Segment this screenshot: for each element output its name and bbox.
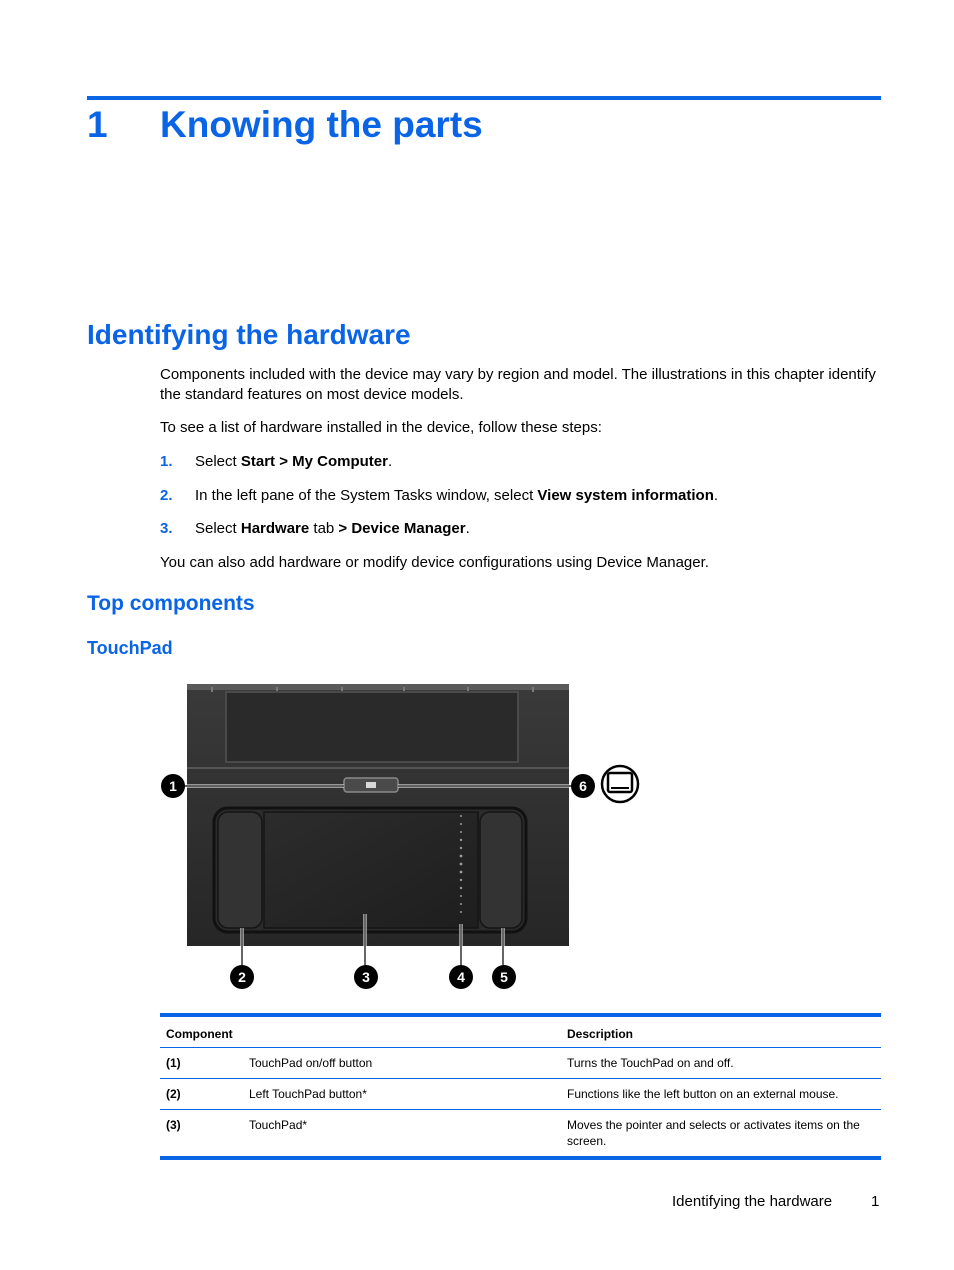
row-description: Functions like the left button on an external mouse.: [561, 1079, 881, 1110]
table-header-row: [160, 1015, 881, 1048]
step-number: 3.: [160, 520, 173, 537]
callout-1: [161, 774, 185, 798]
left-touchpad-button: [218, 812, 262, 928]
step-text: In the left pane of the System Tasks window, select View system information.: [195, 487, 719, 504]
step-text: Select Start > My Computer.: [195, 453, 393, 470]
svg-text:4: 4: [457, 969, 465, 985]
footer-section-label: Identifying the hardware: [672, 1193, 833, 1210]
header-component: Component: [160, 1015, 243, 1048]
section-title: Identifying the hardware: [87, 319, 411, 350]
chapter-rule: [87, 96, 881, 100]
chapter-number: 1: [87, 104, 108, 145]
subsection-title: Top components: [87, 592, 255, 615]
callout-5: [492, 965, 516, 989]
touchpad-surface: [264, 812, 478, 928]
lead-paragraph: To see a list of hardware installed in the device, follow these steps:: [160, 419, 602, 436]
step-number: 2.: [160, 487, 173, 504]
space-bar: [226, 692, 518, 762]
step-number: 1.: [160, 453, 173, 470]
table-row: [160, 1079, 881, 1110]
callout-3: [354, 965, 378, 989]
row-id: (2): [160, 1079, 243, 1110]
table-row: [160, 1048, 881, 1079]
row-description: Moves the pointer and selects or activates items on the screen.: [561, 1110, 881, 1159]
footer-page-number: 1: [871, 1193, 880, 1210]
touchpad-illustration: [150, 670, 650, 1000]
chapter-title: Knowing the parts: [160, 104, 483, 145]
callout-4: [449, 965, 473, 989]
row-component: Left TouchPad button*: [243, 1079, 561, 1110]
subsubsection-title: TouchPad: [87, 638, 173, 658]
row-description: Turns the TouchPad on and off.: [561, 1048, 881, 1079]
intro-paragraph: Components included with the device may vary by region and model. The illustrations in this chapter identify the standard features on most device models.: [160, 366, 876, 403]
keyboard-edge: [187, 684, 569, 690]
header-blank: [243, 1015, 561, 1048]
svg-text:6: 6: [579, 778, 587, 794]
row-id: (1): [160, 1048, 243, 1079]
touchpad-monitor-icon: [602, 766, 638, 802]
row-component: TouchPad*: [243, 1110, 561, 1159]
header-description: Description: [561, 1015, 881, 1048]
svg-text:5: 5: [500, 969, 508, 985]
svg-text:3: 3: [362, 969, 370, 985]
right-touchpad-button: [480, 812, 522, 928]
row-component: TouchPad on/off button: [243, 1048, 561, 1079]
components-table: [160, 1013, 881, 1160]
row-id: (3): [160, 1110, 243, 1159]
svg-text:2: 2: [238, 969, 246, 985]
callout-6: [571, 774, 595, 798]
on-off-indicator: [366, 782, 376, 788]
outro-paragraph: You can also add hardware or modify device configurations using Device Manager.: [160, 554, 709, 571]
callout-2: [230, 965, 254, 989]
chapter-heading: [87, 104, 483, 146]
table-row: [160, 1110, 881, 1159]
step-text: Select Hardware tab > Device Manager.: [195, 520, 470, 537]
svg-text:1: 1: [169, 778, 177, 794]
